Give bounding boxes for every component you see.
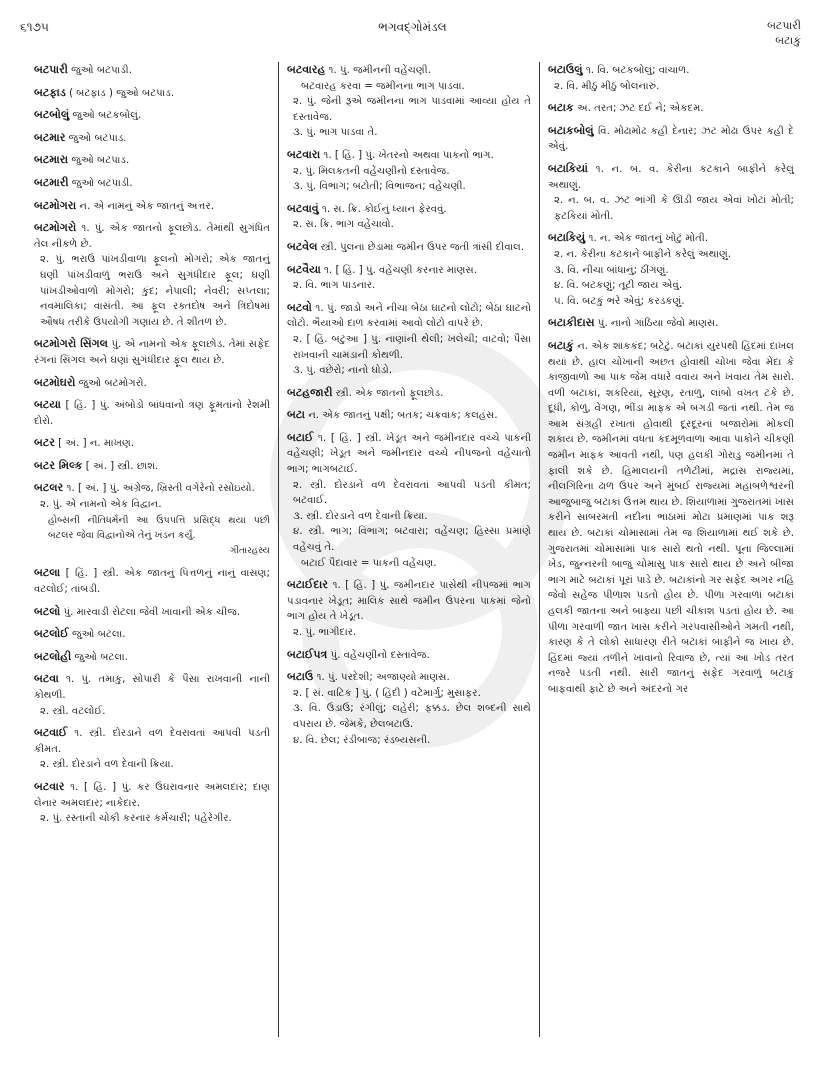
headword: બટાકું xyxy=(548,338,574,352)
dictionary-entry xyxy=(287,62,531,141)
definition: સ્ત્રી. પુલના છેડામાં જમીન ઉપર જતી ત્રાંસી દીવાલ. xyxy=(320,241,525,253)
headword: બટર મિલ્ક xyxy=(34,458,83,472)
idiom-example: બટવારહ કરવા = જમીનના ભાગ પાડવા. xyxy=(301,80,465,92)
dictionary-entry xyxy=(548,123,794,155)
headword: બટવૈયા xyxy=(287,262,321,276)
sense: ૨. પું. જેની રૂએ જમીનના ભાગ પાડવામાં આવ્યા હોય તે દસ્તાવેજ. xyxy=(293,96,531,123)
headword: બટવો xyxy=(287,300,312,314)
headword: બટવેલ xyxy=(287,239,318,253)
sense: ૨. સ્ત્રી. દોરડાને વળ દેવાની ક્રિયા. xyxy=(40,759,174,771)
headword: બટર xyxy=(34,436,55,450)
headword: બટાકિયાં xyxy=(548,161,588,175)
sense: ૨. પું. એ નામનો એક વિદ્વાન. xyxy=(40,499,162,511)
dictionary-entry xyxy=(287,669,531,748)
headword: બટાકબોલું xyxy=(548,123,594,137)
column-1 xyxy=(30,62,278,1052)
dictionary-entry xyxy=(34,779,270,827)
definition: ૧. સ. ક્રિ. કોઈનું ધ્યાન ફેરવવું. xyxy=(321,203,447,215)
definition: જુઓ બટપાડી. xyxy=(71,177,133,189)
dictionary-entry xyxy=(34,152,270,169)
headword: બટલો xyxy=(34,604,61,618)
headword: બટાઈપત્ર xyxy=(287,647,328,661)
headword: બટાઉલું xyxy=(548,63,583,76)
headword: બટમારી xyxy=(34,175,69,189)
headword: બટલર xyxy=(34,481,64,495)
sense: ૩. વિ. નીચા બાંધાનું; ઠીંગણું. xyxy=(554,264,669,276)
dictionary-entry xyxy=(34,435,270,452)
sense: ૨. પું. રસ્તાની ચોકી કરનાર કર્મચારી; પહેરેગીર. xyxy=(40,813,232,825)
headword: બટા xyxy=(287,408,305,422)
dictionary-entry xyxy=(34,458,270,475)
definition: ૧. [ હિં. ] સ્ત્રી. ખેડૂત અને જમીનદાર વચ્ચે પાકની વહેંચણી; ખેડૂત અને જમીનદાર વચ્ચે નીપજનો વહેંચાતો ભાગ; ભાગબટાઈ. xyxy=(287,432,531,476)
headword: બટહજારી xyxy=(287,385,333,399)
definition: ૧. [ હિં. ] પું. જમીનદાર પાસેથી નીપજમાં ભાગ પડાવનાર ખેડૂત; માલિક સાથે જમીન ઉપરના પાકમાં જેનો ભાગ હોય તે ખેડૂત. xyxy=(287,580,531,623)
definition: ૧. વિ. બટકબોલું; વાચાળ. xyxy=(585,65,690,76)
sense: ૩. સ્ત્રી. દોરડાને વળ દેવાની ક્રિયા. xyxy=(293,510,428,522)
sense: ૨. પું. ભાગીદાર. xyxy=(293,627,357,638)
definition: પું. વહેંચણીનો દસ્તાવેજ. xyxy=(330,649,430,661)
dictionary-entry xyxy=(34,397,270,429)
definition: ૧. પું. જાડો અને નીચા બેઠા ઘાટનો લોટો; બેઠા ઘાટનો લોટો. ભૈયાઓ દાળ કરવામાં આવો લોટો વાપરે છે. xyxy=(287,302,531,330)
definition: જુઓ બટમોગરો. xyxy=(78,377,147,389)
dictionary-entry xyxy=(287,239,531,256)
definition: જુઓ બટપાડ. xyxy=(68,132,127,144)
headword: બટાકીદાસ xyxy=(548,316,595,330)
idiom-example: બટાઈ પૈદાવાર = પાકની વહેંચણ. xyxy=(301,557,437,569)
definition: જુઓ બટલા. xyxy=(72,629,126,641)
column-2 xyxy=(278,62,540,1037)
headword: બટલોહી xyxy=(34,649,72,663)
dictionary-entry xyxy=(34,649,270,666)
guide-words xyxy=(767,18,801,48)
dictionary-entry xyxy=(34,220,270,330)
headword: બટમારા xyxy=(34,153,69,167)
dictionary-entry xyxy=(548,161,794,224)
sense: ૫. વિ. બટકું ભરે એવું; કરડકણું. xyxy=(554,295,685,307)
definition: ૧. પું. જમીનની વહેંચણી. xyxy=(328,65,431,76)
dictionary-entry xyxy=(287,201,531,233)
dictionary-entry xyxy=(34,175,270,192)
definition: [ અં. ] ન. માખણ. xyxy=(58,438,135,450)
definition: પું. એ નામનો એક ફૂલછોડ. તેમાં સફેદ રંગનાં સિંગલ અને ઘણાં સુગંધીદાર ફૂલ થાય છે. xyxy=(34,339,270,366)
dictionary-entry xyxy=(34,336,270,368)
dictionary-entry xyxy=(34,107,270,124)
headword: બટમોગરો સિંગલ xyxy=(34,337,108,351)
definition: ૧. [ હિં. ] પું. વહેંચણી કરનાર માણસ. xyxy=(324,264,477,276)
dictionary-entry xyxy=(34,565,270,597)
sense: ૨. ન. બ. વ. ઝટ ભાંગી કે ઊડી જાય એવાં ખોટાં મોતી; ફટકિયાં મોતી. xyxy=(554,195,794,222)
definition: જુઓ બટલા. xyxy=(74,651,128,663)
headword: બટલા xyxy=(34,566,61,580)
definition: જુઓ બટપાડ. xyxy=(71,155,130,167)
definition: ન. એક શાકકંદ; બટેટું. બટાકાં યુરપથી હિંદમાં દાખલ થયાં છે. હાલ ચોખાની અછત હોવાથી ચોખા જેવા મેંદા કે કાંજીવાળો આ પાક જેમ વધારે વવાય અને ખવાય તેમ સારો. વળી બટાકાં, શકરિયાં, સૂરણ, રતાળુ, લાંબો વખત ટકે છે. દૂધી, કોળું, વેંગણ, ભીંડા માફક એ બગડી જતાં નથી. તેમ જ આમ સંગ્રહી રખાતાં હોવાથી દૂરદૂરનાં બજારોમાં મોકલી શકાય છે. જમીનમાં વધતા કંદમૂળવાળા આવા પાકોને ચીકણી જમીન માફક આવતી નથી, પણ હલકી ગોરાડુ જમીનમાં તે ફાલી શકે છે. હિમાલયની તળેટીમાં, મદ્રાસ રાજ્યમાં, નીલગિરિના ઢાળ ઉપર અને મુંબઈ રાજ્યમાં મહાબળેશ્વરની આજુબાજુ બટાકાં ઉત્તમ થાય છે. શિયાળામાં ગુજરાતમાં ખાસ કરીને સાબરમતી નદીના ભાઠામાં મોટા પ્રમાણમાં પાક શરૂ થાય છે. બટાકાં ચોમાસામાં તેમ જ શિયાળામાં થઈ શકે છે. ગુજરાતમાં ચોમાસામાં પાક સારો થતો નથી. પૂના જિલ્લામાં ખેડ, જુન્નરની બાજુ ચોમાસુ પાક સારો થાય છે અને બીજા ભાગ માટે બટાકાં પૂરાં પાડે છે. બટાકાંનો ગર સફેદ અગર નહિ જેવો સહેજ પીળાશ પડતો હોય છે. પીળા ગરવાળાં બટાકાં હલકી જાતના અને બાફ્યા પછી ચીકાશ પડતાં હોય છે. આ પીળા ગરવાળી જાત ખાસ કરીને ગરપવાસીઓને ગમતી નથી, કારણ કે તે લોકો સાધારણ રીતે બટાકાં બાફીને જ ખાય છે. હિંદમાં જ્યાં તળીને ખાવાનો રિવાજ છે, ત્યાં આ ખોડ તરત નજરે પડતી નથી. સારી જાતનું સફેદ ગરવાળું બટાકું બાફવાથી ફાટે છે અને અંદરનો ગર xyxy=(548,340,794,695)
definition: વિ. મોઢામોઢ કહી દેનાર; ઝટ મોઢા ઉપર કહી દે એવું. xyxy=(548,125,794,153)
definition: [ હિં. ] પું. અંબોડો બાંધવાનો ત્રણ ફૂમતાંનો રેશમી દોરો. xyxy=(34,400,270,427)
dictionary-entry xyxy=(34,725,270,773)
dictionary-entry xyxy=(287,147,531,195)
sense: ૨. પું. ભરાઉ પાંખડીવાળા ફૂલનો મોગરો; એક જાતનું ઘણી પાંખડીવાળું ભરાઉ અને સુગંધીદાર ફૂલ; ઘણી પાંખડીઓવાળો મોગરો; કુંદ; નેપાલી; નેવરી; સપ્તલા; નવમાલિકા; વાસંતી. આ ફૂલ રક્તદોષ અને ત્રિદોષમાં ઔષધ તરીકે ઉપયોગી ગણાય છે. તે શીતળ છે. xyxy=(40,254,270,328)
headword: બટવારા xyxy=(287,147,321,161)
dictionary-entry xyxy=(287,407,531,424)
sense: ૨. ન. કેરીના કટકાને બાફીને કરેલું અથાણું. xyxy=(554,248,732,260)
page-number: ૬૧૭૫ xyxy=(20,20,49,34)
dictionary-entry xyxy=(34,130,270,147)
definition: ( બટફાડ઼ ) જુઓ બટપાડ. xyxy=(69,87,175,99)
headword: બટયા xyxy=(34,398,61,412)
dictionary-entry xyxy=(34,480,270,559)
headword: બટલોઈ xyxy=(34,627,69,641)
sense: ૨. સ્ત્રી. દોરડાને વળ દેવરાવતાં આપવી પડતી કીમત; બટવાઈ. xyxy=(293,479,531,507)
headword: બટબોલું xyxy=(34,108,70,122)
dictionary-entry xyxy=(34,604,270,621)
sense: ૨. વિ. ભાગ પાડનાર. xyxy=(293,280,376,292)
headword: બટાઈ xyxy=(287,430,314,444)
guide-word-last: બટાકું xyxy=(775,34,801,47)
headword: બટાઉ xyxy=(287,670,314,684)
dictionary-entry xyxy=(287,430,531,571)
dictionary-entry xyxy=(548,230,794,309)
usage-quote: હોબ્સની નીતિધર્મની આ ઉપપત્તિ પ્રસિદ્ધ થયા પછી બટલર જેવા વિદ્વાનોએ તેનું ખંડન કર્યું. xyxy=(48,514,270,542)
sense: ૨. પું. મિલકતની વહેંચણીનો દસ્તાવેજ. xyxy=(293,165,450,177)
dictionary-entry xyxy=(287,300,531,379)
sense: ૪. વિ. છેલ; રંડીબાજ; રંડબ્યસની. xyxy=(293,734,431,746)
dictionary-columns xyxy=(30,62,810,1052)
definition: ૧. સ્ત્રી. દોરડાને વળ દેવરાવતાં આપવી પડતી કીમત. xyxy=(34,728,270,755)
dictionary-entry xyxy=(34,198,270,215)
definition: [ અં. ] સ્ત્રી. છાશ. xyxy=(85,460,159,472)
dictionary-entry xyxy=(287,385,531,402)
sense: ૨. [ હિં. બટુઆ ] પું. નાણાંની થેલી; ખલેચી; વાટવો; પૈસા રાખવાની ચામડાની કોથળી. xyxy=(293,333,531,361)
dictionary-entry xyxy=(34,671,270,719)
headword: બટમાર xyxy=(34,130,66,144)
sense: ૨. [ સં. વાટિક ] પું. ( હિંદી ) વટેમાર્ગુ; મુસાફર. xyxy=(293,687,481,699)
headword: બટફાડ xyxy=(34,85,66,99)
dictionary-entry xyxy=(287,262,531,294)
dictionary-entry xyxy=(548,62,794,94)
definition: પું. નાનો ગાંઠિયા જેવો માણસ. xyxy=(597,318,719,330)
headword: બટવાવું xyxy=(287,201,319,215)
page-header xyxy=(0,0,825,60)
definition: [ હિં. ] સ્ત્રી. એક જાતનું પિત્તળનું નાનું વાસણ; વટલોઈ; તાંબડી. xyxy=(34,568,270,596)
book-title: ભગવદ્ગોમંડલ xyxy=(378,20,447,34)
headword: બટાક xyxy=(548,101,574,115)
headword: બટમોઘરો xyxy=(34,375,76,389)
sense: ૨. સ્ત્રી. વટલોઈ. xyxy=(40,705,106,717)
definition: જુઓ બટપાડી. xyxy=(71,65,132,76)
definition: ૧. પું. તમાકુ, સોપારી કે પૈસા રાખવાની નાની કોથળી. xyxy=(34,674,270,701)
dictionary-entry xyxy=(34,626,270,643)
sense: ૨. વિ. મીઠું મીઠું બોલનારું. xyxy=(554,80,660,92)
headword: બટવા xyxy=(34,672,59,686)
definition: ૧. પું. એક જાતનો ફૂલછોડ. તેમાંથી સુગંધિત તેલ નીકળે છે. xyxy=(34,223,270,250)
sense: ૩. પું. ભાગ પાડવા તે. xyxy=(293,127,378,139)
dictionary-entry xyxy=(34,85,270,102)
sense: ૨. સ. ક્રિ. ભાગ વહેંચાવો. xyxy=(293,219,394,231)
definition: ન. એ નામનું એક જાતનું અત્તર. xyxy=(79,200,214,212)
definition: ૧. [ હિં. ] પું. ખેતરનો અથવા પાકનો ભાગ. xyxy=(323,149,494,161)
sense: ૩. વિ. ઉડાઉ; રંગીલું; લહેરી; ફક્કડ. છેલ શબ્દની સાથે વપરાય છે. જેમકે, છેલબટાઉ. xyxy=(293,703,531,730)
definition: સ્ત્રી. એક જાતનો ફૂલછોડ. xyxy=(335,387,444,399)
dictionary-entry xyxy=(34,375,270,392)
headword: બટાકિયું xyxy=(548,231,586,245)
dictionary-entry xyxy=(548,100,794,117)
headword: બટાઈદાર xyxy=(287,578,328,592)
definition: જુઓ બટકબોલું. xyxy=(72,110,142,122)
headword: બટવારહ xyxy=(287,63,326,76)
quote-source: ગીતારહસ્ય xyxy=(229,545,270,556)
guide-word-first: બટપારી xyxy=(767,19,801,32)
definition: ૧. [ હિં. ] પું. કર ઉઘરાવનાર અમલદાર; દાણ લેનાર અમલદાર; નાકેદાર. xyxy=(34,781,270,809)
sense: ૩. પું. વિભાગ; બટોતી; વિભાજન; વહેંચણી. xyxy=(293,181,466,193)
sense: ૪. સ્ત્રી. ભાગ; વિભાગ; બટવારા; વહેંચણ; હિસ્સા પ્રમાણે વહેંચવું તે. xyxy=(293,526,531,554)
column-3 xyxy=(540,62,802,1052)
definition: ૧. [ અં. ] પું. અંગ્રેજ, ખ્રિસ્તી વગેરેનો રસોઇયો. xyxy=(66,483,255,495)
dictionary-entry xyxy=(548,338,794,698)
definition: ૧. ન. બ. વ. કેરીના કટકાને બાફીને કરેલું અથાણું. xyxy=(548,163,794,191)
definition: પું. મારવાડી રોટલા જેવી ખાવાની એક ચીજ. xyxy=(63,606,241,618)
definition: ન. એક જાતનું પક્ષી; બતક; ચક્રવાક; કલહંસ. xyxy=(308,410,498,422)
headword: બટવાઈ xyxy=(34,726,68,740)
definition: અ. તરત; ઝટ દઈ ને; એકદમ. xyxy=(576,103,704,115)
dictionary-entry xyxy=(548,315,794,332)
dictionary-entry xyxy=(34,62,270,79)
sense: ૪. વિ. બટકણું; તૂટી જાય એવું. xyxy=(554,280,683,292)
headword: બટમોગરા xyxy=(34,198,77,212)
headword: બટપારી xyxy=(34,63,68,76)
headword: બટવાર xyxy=(34,779,65,793)
dictionary-entry xyxy=(287,577,531,640)
definition: ૧. પું. પરદેશી; અજાણ્યો માણસ. xyxy=(316,672,450,684)
sense: ૩. પું. વછેરો; નાનો ઘોડો. xyxy=(293,365,393,377)
dictionary-entry xyxy=(287,647,531,664)
headword: બટમોગરો xyxy=(34,221,77,235)
definition: ૧. ન. એક જાતનું ખોટું મોતી. xyxy=(588,233,709,245)
